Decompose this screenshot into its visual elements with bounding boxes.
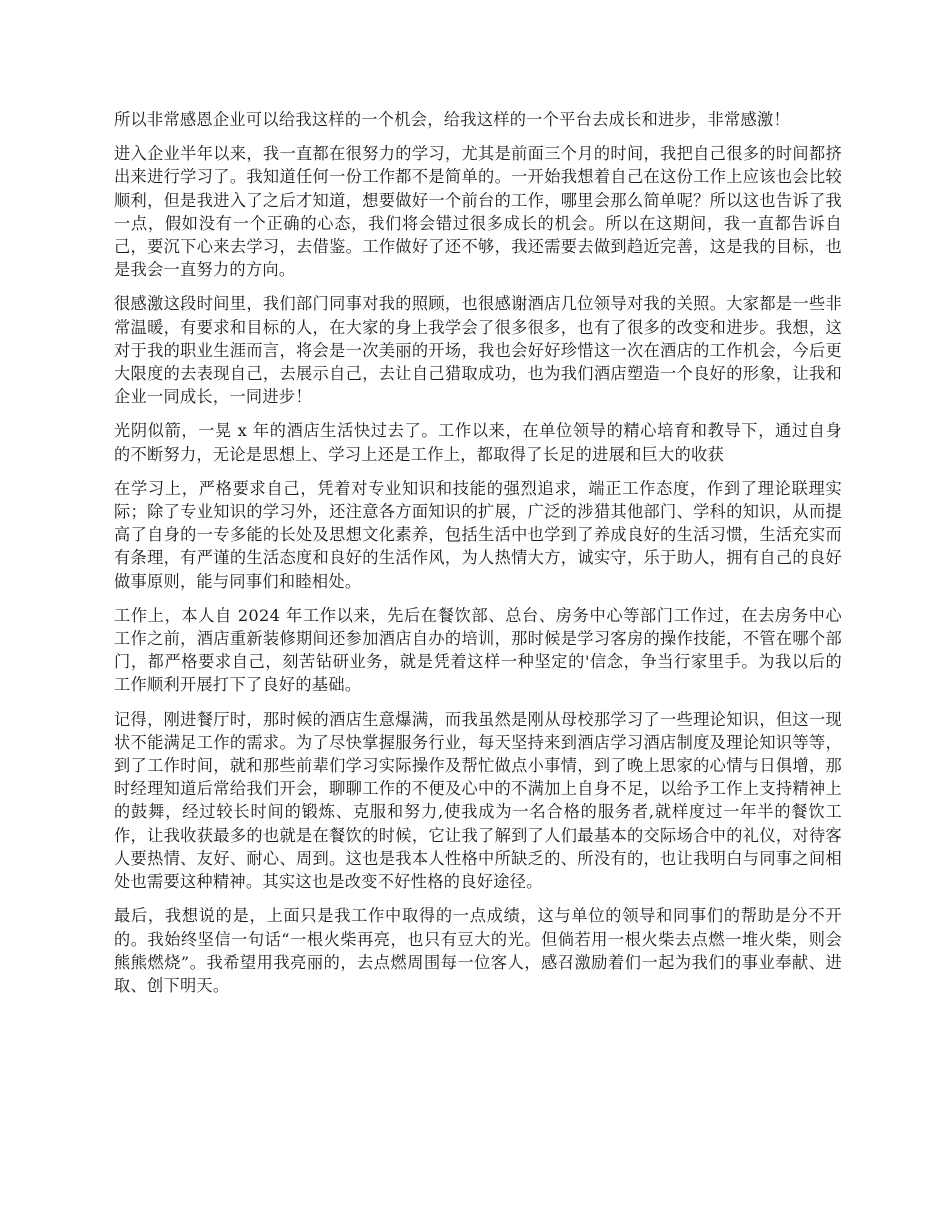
paragraph-restaurant-memory: 记得，刚进餐厅时，那时候的酒店生意爆满，而我虽然是刚从母校那学习了一些理论知识，但这一现状不能满足工作的需求。为了尽快掌握服务行业，每天坚持来到酒店学习酒店制度及理论知识等等，到了工作时间，就和那些前辈们学习实际操作及帮忙做点小事情，到了晚上思家的心情与日俱增，那时经理知道后常给我们开会，聊聊工作的不便及心中的不满加上自身不足，以给予工作上支持精神上的鼓舞，经过较长时间的锻炼、克服和努力,使我成为一名合格的服务者,就样度过一年半的餐饮工作，让我收获最多的也就是在餐饮的时候，它让我了解到了人们最基本的交际场合中的礼仪，对待客人要热情、友好、耐心、周到。这也是我本人性格中所缺乏的、所没有的，也让我明白与同事之间相处也需要这种精神。其实这也是改变不好性格的良好途径。	[114, 709, 842, 892]
paragraph-time-flies: 光阴似箭，一晃 x 年的酒店生活快过去了。工作以来，在单位领导的精心培育和教导下，通过自身的不断努力，无论是思想上、学习上还是工作上，都取得了长足的进展和巨大的收获	[114, 421, 842, 464]
paragraph-study: 在学习上，严格要求自己，凭着对专业知识和技能的强烈追求，端正工作态度，作到了理论联理实际；除了专业知识的学习外，还注意各方面知识的扩展，广泛的涉猎其他部门、学科的知识，从而提高了自身的一专多能的长处及思想文化素养，包括生活中也学到了养成良好的生活习惯，生活充实而有条理，有严谨的生活态度和良好的生活作风，为人热情大方，诚实守，乐于助人，拥有自己的良好做事原则，能与同事们和睦相处。	[114, 478, 842, 591]
paragraph-thanks-colleagues: 很感激这段时间里，我们部门同事对我的照顾，也很感谢酒店几位领导对我的关照。大家都是一些非常温暖，有要求和目标的人，在大家的身上我学会了很多很多，也有了很多的改变和进步。我想，这对于我的职业生涯而言，将会是一次美丽的开场，我也会好好珍惜这一次在酒店的工作机会，今后更大限度的去表现自己，去展示自己，去让自己猎取成功，也为我们酒店塑造一个良好的形象，让我和企业一同成长，一同进步！	[114, 294, 842, 407]
paragraph-conclusion: 最后，我想说的是，上面只是我工作中取得的一点成绩，这与单位的领导和同事们的帮助是分不开的。我始终坚信一句话“一根火柴再亮，也只有豆大的光。但倘若用一根火柴去点燃一堆火柴，则会熊熊燃烧”。我希望用我亮丽的，去点燃周围每一位客人，感召激励着们一起为我们的事业奉献、进取、创下明天。	[114, 906, 842, 995]
paragraph-half-year-learning: 进入企业半年以来，我一直都在很努力的学习，尤其是前面三个月的时间，我把自己很多的时间都挤出来进行学习了。我知道任何一份工作都不是简单的。一开始我想着自己在这份工作上应该也会比较顺利，但是我进入了之后才知道，想要做好一个前台的工作，哪里会那么简单呢？所以这也告诉了我一点，假如没有一个正确的心态，我们将会错过很多成长的机会。所以在这期间，我一直都告诉自己，要沉下心来去学习，去借鉴。工作做好了还不够，我还需要去做到趋近完善，这是我的目标，也是我会一直努力的方向。	[114, 144, 842, 280]
paragraph-work: 工作上，本人自 2024 年工作以来，先后在餐饮部、总台、房务中心等部门工作过，在去房务中心工作之前，酒店重新装修期间还参加酒店自办的培训，那时候是学习客房的操作技能，不管在哪个部门，都严格要求自己，刻苦钻研业务，就是凭着这样一种坚定的'信念，争当行家里手。为我以后的工作顺利开展打下了良好的基础。	[114, 605, 842, 695]
paragraph-gratitude-opportunity: 所以非常感恩企业可以给我这样的一个机会，给我这样的一个平台去成长和进步，非常感激！	[114, 110, 790, 129]
document-body	[114, 108, 842, 1008]
